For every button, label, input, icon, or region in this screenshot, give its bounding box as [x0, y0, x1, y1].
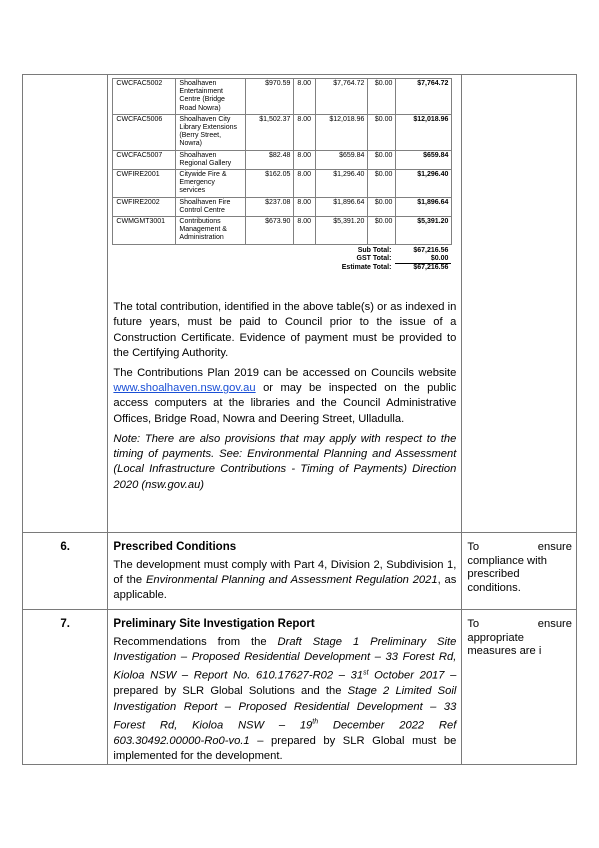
reason-word: To	[467, 618, 480, 630]
fee-code: CWCFAC5006	[113, 114, 176, 150]
timing-note: Note: There are also provisions that may apply with respect to the timing of payments. See: Environmental Planning and Assessment (Local Infrastructure Contributions - Timing of Payments) Direction 2020 (nsw.gov.au)	[113, 432, 457, 491]
fee-total: $5,391.20	[396, 217, 452, 245]
fee-row	[113, 114, 452, 150]
reason-text: compliance with prescribed conditions.	[467, 554, 547, 594]
fee-amount: $12,018.96	[316, 114, 368, 150]
fee-amount: $1,296.40	[316, 170, 368, 198]
fee-total: $7,764.72	[396, 79, 452, 115]
contributions-row	[23, 75, 577, 533]
condition-text	[108, 635, 461, 764]
fee-row	[113, 197, 452, 216]
fee-quantity: 8.00	[294, 79, 316, 115]
fee-row	[113, 79, 452, 115]
fees-table	[112, 78, 452, 245]
reason-text: appropriate measures are i	[467, 631, 542, 657]
fee-description: Contributions Management & Administration	[176, 217, 246, 245]
reason-word: ensure	[537, 541, 572, 553]
fee-code: CWCFAC5002	[113, 79, 176, 115]
report-title-1: Draft Stage 1 Preliminary Site Investigation – Proposed Residential Development – 33 Forest Rd, Kioloa NSW – Report No. 610.17627-R02 – 31	[113, 636, 457, 683]
row-number-cell	[23, 75, 108, 533]
condition-text	[108, 558, 461, 604]
fee-rate: $1,502.37	[246, 114, 294, 150]
fee-description: Shoalhaven Fire Control Centre	[176, 197, 246, 216]
sub-total-value: $67,216.56	[413, 246, 449, 254]
condition-title: Preliminary Site Investigation Report	[113, 618, 315, 630]
fee-total: $1,896.64	[396, 197, 452, 216]
condition-text-part: – prepared by SLR Global must be implemented for the development.	[113, 734, 457, 762]
fee-amount: $659.84	[316, 150, 368, 169]
fee-gst: $0.00	[368, 197, 396, 216]
reason-word: ensure	[537, 618, 572, 630]
condition-number-cell	[23, 610, 108, 765]
totals-block	[112, 247, 451, 273]
fee-rate: $673.90	[246, 217, 294, 245]
fee-quantity: 8.00	[294, 197, 316, 216]
fee-rate: $162.05	[246, 170, 294, 198]
fee-amount: $1,896.64	[316, 197, 368, 216]
sub-total-label: Sub Total:	[357, 246, 392, 254]
condition-number: 7.	[60, 618, 70, 630]
conditions-table	[22, 74, 577, 765]
condition-row-6	[23, 533, 577, 610]
fee-quantity: 8.00	[294, 217, 316, 245]
fee-total: $1,296.40	[396, 170, 452, 198]
fee-gst: $0.00	[368, 150, 396, 169]
condition-text-part: , as applicable.	[113, 574, 457, 602]
fee-amount: $5,391.20	[316, 217, 368, 245]
ordinal-suffix: st	[363, 669, 369, 677]
fee-quantity: 8.00	[294, 114, 316, 150]
condition-number: 6.	[60, 541, 70, 553]
fee-gst: $0.00	[368, 170, 396, 198]
estimate-total-label: Estimate Total:	[341, 264, 392, 272]
gst-total-value: $0.00	[395, 255, 451, 264]
report-ref-2: December 2022 Ref 603.30492.00000-Ro0-vo.1	[113, 719, 457, 747]
fee-rate: $237.08	[246, 197, 294, 216]
condition-row-7	[23, 610, 577, 765]
fee-description: Shoalhaven Entertainment Centre (Bridge Road Nowra)	[176, 79, 246, 115]
fee-code: CWCFAC5007	[113, 150, 176, 169]
condition-text-part: The development must comply with Part 4, Division 2, Subdivision 1, of the	[113, 559, 457, 587]
gst-total-label: GST Total:	[356, 254, 392, 262]
report-title-2: Stage 2 Limited Soil Investigation Report – Proposed Residential Development – 33 Forest Rd, Kioloa NSW – 19	[113, 685, 457, 732]
fee-gst: $0.00	[368, 114, 396, 150]
condition-body-cell	[108, 610, 462, 765]
condition-text-part: Recommendations from the	[113, 636, 278, 648]
condition-body-cell	[108, 533, 462, 610]
reason-word: To	[467, 541, 480, 553]
plan-text-end: or may be inspected on the public access computers at the libraries and the Council Administrative Offices, Bridge Road, Nowra and Deering Street, Ulladulla.	[113, 382, 457, 425]
fee-amount: $7,764.72	[316, 79, 368, 115]
fee-gst: $0.00	[368, 79, 396, 115]
condition-number-cell	[23, 533, 108, 610]
fee-description: Shoalhaven Regional Gallery	[176, 150, 246, 169]
regulation-title: Environmental Planning and Assessment Regulation 2021	[145, 574, 438, 587]
fee-description: Shoalhaven City Library Extensions (Berry Street, Nowra)	[176, 114, 246, 150]
fee-rate: $82.48	[246, 150, 294, 169]
gst-total-row	[112, 255, 451, 264]
ordinal-suffix: th	[312, 718, 319, 726]
condition-reason-cell	[462, 610, 577, 765]
payment-paragraph: The total contribution, identified in the above table(s) or as indexed in future years, must be paid to Council prior to the issue of a Construction Certificate. Evidence of payment must be provided to the Certifying Authority.	[113, 301, 457, 359]
estimate-total-value: $67,216.56	[413, 264, 449, 272]
fee-rate: $970.59	[246, 79, 294, 115]
fee-code: CWFIRE2002	[113, 197, 176, 216]
fee-quantity: 8.00	[294, 150, 316, 169]
fee-row	[113, 170, 452, 198]
reason-cell	[462, 75, 577, 533]
fee-gst: $0.00	[368, 217, 396, 245]
condition-text-part: – prepared by SLR Global Solutions and the	[113, 670, 457, 698]
condition-title: Prescribed Conditions	[113, 541, 237, 553]
council-website-link[interactable]: www.shoalhaven.nsw.gov.au	[113, 382, 256, 395]
report-date-1: October 2017	[368, 670, 445, 683]
condition-reason-cell	[462, 533, 577, 610]
fee-code: CWFIRE2001	[113, 170, 176, 198]
fee-code: CWMGMT3001	[113, 217, 176, 245]
fee-total: $12,018.96	[396, 114, 452, 150]
contributions-cell	[108, 75, 462, 533]
fee-row	[113, 150, 452, 169]
sub-total-row	[112, 247, 451, 255]
estimate-total-row	[112, 264, 451, 272]
condition-reason	[462, 610, 576, 659]
contributions-plan-paragraph	[108, 366, 461, 427]
fee-total: $659.84	[396, 150, 452, 169]
condition-reason	[462, 533, 576, 595]
fee-quantity: 8.00	[294, 170, 316, 198]
fee-row	[113, 217, 452, 245]
plan-text-start: The Contributions Plan 2019 can be accessed on Councils website	[113, 367, 457, 380]
fee-description: Citywide Fire & Emergency services	[176, 170, 246, 198]
